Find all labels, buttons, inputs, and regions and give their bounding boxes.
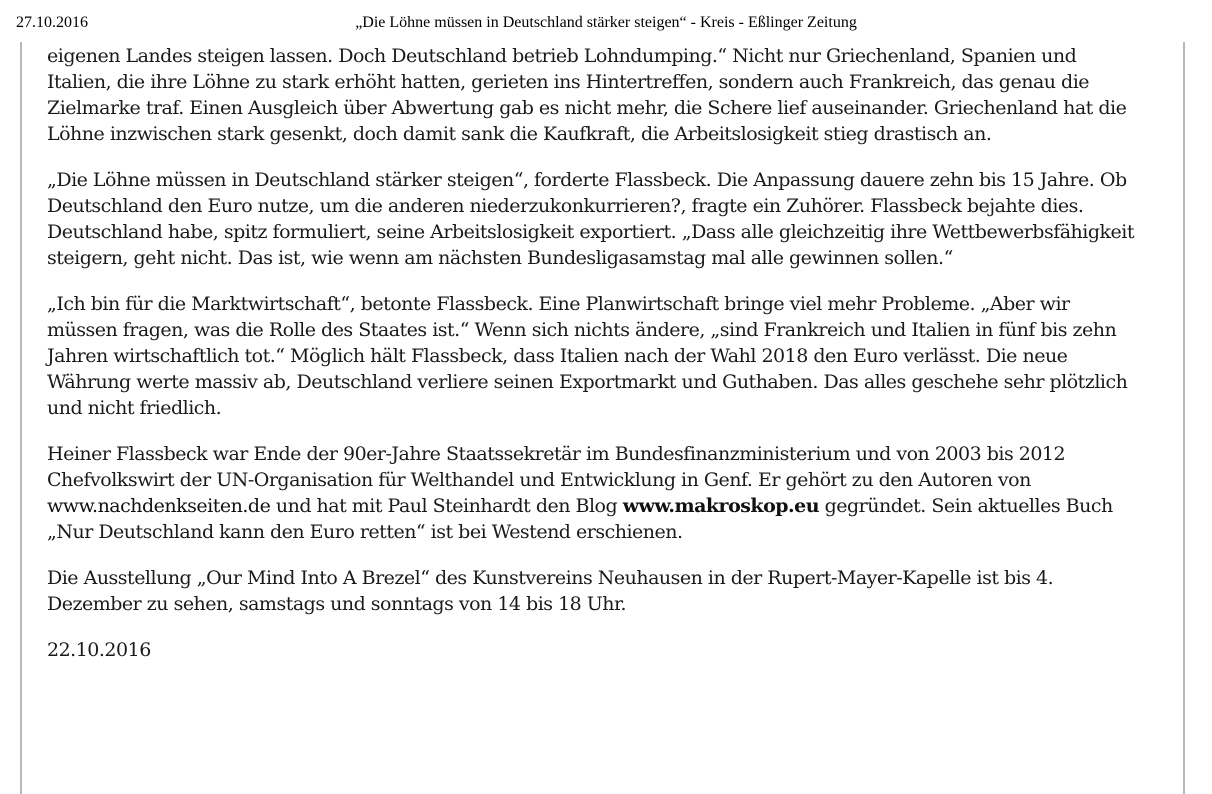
left-border-rule — [20, 42, 22, 794]
article-paragraph: „Die Löhne müssen in Deutschland stärker steigen“, forderte Flassbeck. Die Anpassung dauere zehn bis 15 Jahre. Ob Deutschland den Euro nutze, um die anderen niederzukonkurrieren?, fragte ein Zuhörer. Flassbeck bejahte dies. Deutschland habe, spitz formuliert, seine Arbeitslosigkeit exportiert. „Dass alle gleichzeitig ihre Wettbewerbsfähigkeit steigern, geht nicht. Das ist, wie wenn am nächsten Bundesligasamstag mal alle gewinnen sollen.“ — [47, 169, 1135, 269]
exhibition-paragraph: Die Ausstellung „Our Mind Into A Brezel“ des Kunstvereins Neuhausen in der Rupert-Mayer-Kapelle ist bis 4. Dezember zu sehen, samstags und sonntags von 14 bis 18 Uhr. — [47, 567, 1054, 615]
print-date: 27.10.2016 — [16, 14, 88, 31]
article-publish-date: 22.10.2016 — [47, 639, 151, 661]
makroskop-link[interactable]: www.makroskop.eu — [622, 495, 820, 517]
article-body — [47, 43, 1137, 683]
bio-text: und hat mit Paul Steinhardt den Blog — [270, 495, 623, 517]
bio-text: gegründet. Sein aktuelles Buch „Nur Deutschland kann den Euro retten“ ist bei Westend erschienen. — [47, 495, 1113, 543]
print-page-title: „Die Löhne müssen in Deutschland stärker steigen“ - Kreis - Eßlinger Zeitung — [355, 14, 857, 31]
article-paragraph: „Ich bin für die Marktwirtschaft“, betonte Flassbeck. Eine Planwirtschaft bringe viel mehr Probleme. „Aber wir müssen fragen, was die Rolle des Staates ist.“ Wenn sich nichts ändere, „sind Frankreich und Italien in fünf bis zehn Jahren wirtschaftlich tot.“ Möglich hält Flassbeck, dass Italien nach der Wahl 2018 den Euro verlässt. Die neue Währung werte massiv ab, Deutschland verliere seinen Exportmarkt und Guthaben. Das alles geschehe sehr plötzlich und nicht friedlich. — [47, 293, 1128, 419]
right-border-rule — [1183, 42, 1185, 794]
print-header — [0, 14, 1212, 36]
bio-text: Heiner Flassbeck war Ende der 90er-Jahre Staatssekretär im Bundesfinanzministerium und von 2003 bis 2012 Chefvolkswirt der UN-Organisation für Welthandel und Entwicklung in Genf. Er gehört zu den Autoren von — [47, 443, 1066, 491]
article-paragraph: eigenen Landes steigen lassen. Doch Deutschland betrieb Lohndumping.“ Nicht nur Griechenland, Spanien und Italien, die ihre Löhne zu stark erhöht hatten, gerieten ins Hintertreffen, sondern auch Frankreich, das genau die Zielmarke traf. Einen Ausgleich über Abwertung gab es nicht mehr, die Schere lief auseinander. Griechenland hat die Löhne inzwischen stark gesenkt, doch damit sank die Kaufkraft, die Arbeitslosigkeit stieg drastisch an. — [47, 45, 1127, 145]
nachdenkseiten-link[interactable]: www.nachdenkseiten.de — [47, 495, 271, 517]
author-bio-paragraph — [47, 441, 1137, 545]
